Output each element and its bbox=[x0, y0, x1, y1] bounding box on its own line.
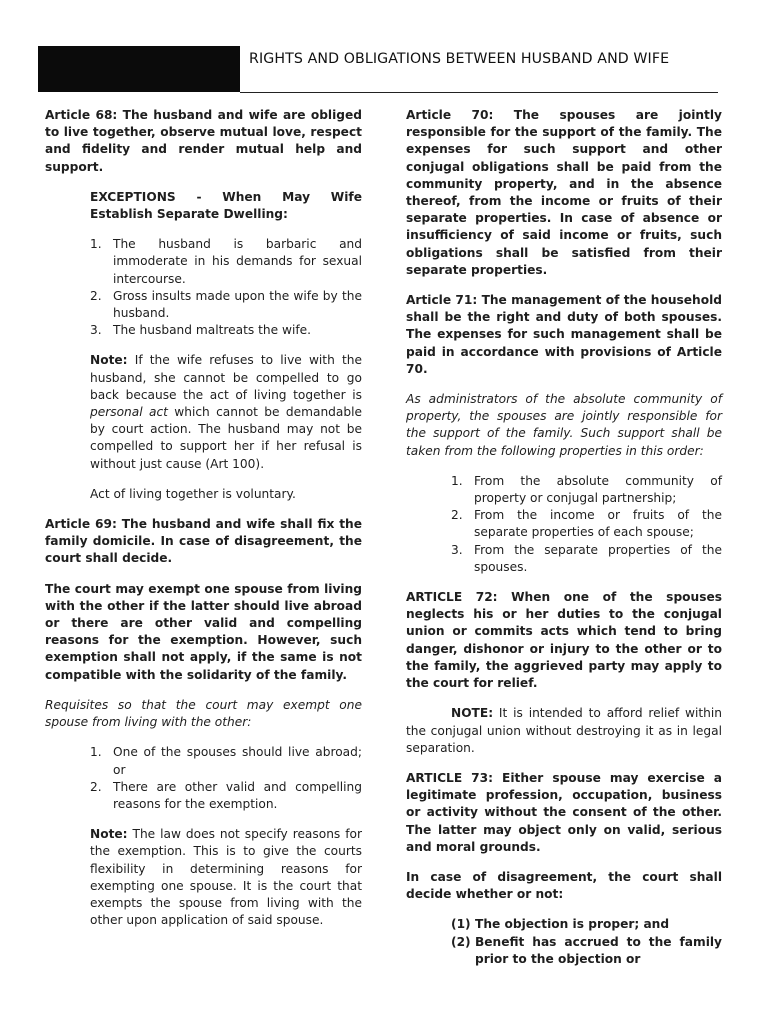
header-rule bbox=[240, 92, 718, 93]
list-item: 1. One of the spouses should live abroad; or bbox=[90, 745, 362, 777]
exceptions-list bbox=[90, 236, 362, 339]
administrators-text: As administrators of the absolute community of property, the spouses are jointly responsible for the support of the family. Such support shall be taken from the following properties in this order: bbox=[406, 392, 722, 458]
list-item: 2. Gross insults made upon the wife by the husband. bbox=[90, 288, 362, 321]
article-73: ARTICLE 73: Either spouse may exercise a legitimate profession, occupation, business or activity without the consent of the other. The latter may object only on valid, serious and moral grounds. bbox=[406, 770, 722, 854]
list-item: (2) Benefit has accrued to the family prior to the objection or bbox=[451, 934, 722, 966]
article-69: Article 69: The husband and wife shall fix the family domicile. In case of disagreement, the court shall decide. bbox=[45, 517, 362, 566]
list-item: 1. From the absolute community of property or conjugal partnership; bbox=[451, 473, 722, 506]
decide-list bbox=[451, 916, 722, 968]
disagreement-text: In case of disagreement, the court shall decide whether or not: bbox=[406, 869, 722, 902]
requisites-list bbox=[90, 744, 362, 813]
note-living-together: Note: If the wife refuses to live with the husband, she cannot be compelled to go back because the act of living together is personal act which cannot be demandable by court action. The husband may not be compelled to support her if her refusal is without just cause (Art 100). bbox=[90, 353, 362, 471]
header-black-block bbox=[38, 46, 240, 92]
list-item: 2. There are other valid and compelling reasons for the exemption. bbox=[90, 779, 362, 811]
list-item: 1. The husband is barbaric and immoderate in his demands for sexual intercourse. bbox=[90, 237, 362, 286]
requisites-text: Requisites so that the court may exempt one spouse from living with the other: bbox=[45, 697, 362, 730]
list-item: 3. From the separate properties of the spouses. bbox=[451, 542, 722, 574]
article-71: Article 71: The management of the household shall be the right and duty of both spouses. The expenses for such management shall be paid in accordance with provisions of Article 70. bbox=[406, 293, 722, 376]
order-list bbox=[451, 473, 722, 576]
exceptions-title: EXCEPTIONS - When May Wife Establish Separate Dwelling: bbox=[90, 189, 362, 222]
list-item: 3. The husband maltreats the wife. bbox=[90, 323, 311, 338]
right-column bbox=[406, 107, 722, 981]
list-item: 2. From the income or fruits of the separate properties of each spouse; bbox=[451, 508, 722, 540]
voluntary-text: Act of living together is voluntary. bbox=[90, 486, 296, 501]
article-72: ARTICLE 72: When one of the spouses neglects his or her duties to the conjugal union or commits acts which tend to bring danger, dishonor or injury to the other or to the family, the aggrieved party may apply to the court for relief. bbox=[406, 590, 722, 691]
page-title: RIGHTS AND OBLIGATIONS BETWEEN HUSBAND AND WIFE bbox=[249, 51, 670, 67]
article-70: Article 70: The spouses are jointly responsible for the support of the family. The expenses for such support and other conjugal obligations shall be paid from the community property, and in the absence thereof, from the income or fruits of their separate properties. In case of absence or insufficiency of said income or fruits, such obligations shall be satisfied from their separate properties. bbox=[406, 108, 722, 277]
note-relief: NOTE: It is intended to afford relief within the conjugal union without destroying it as in legal separation. bbox=[406, 706, 722, 755]
note-exemption: Note: The law does not specify reasons for the exemption. This is to give the courts flexibility in determining reasons for exempting one spouse. It is the court that exempts the spouse from living with the other upon application of said spouse. bbox=[90, 827, 362, 928]
left-column bbox=[45, 107, 362, 942]
exemption-paragraph: The court may exempt one spouse from living with the other if the latter should live abroad or there are other valid and compelling reasons for the exemption. However, such exemption shall not apply, if the same is not compatible with the solidarity of the family. bbox=[45, 581, 362, 682]
article-68: Article 68: The husband and wife are obliged to live together, observe mutual love, respect and fidelity and render mutual help and support. bbox=[45, 108, 362, 174]
list-item: (1) The objection is proper; and bbox=[451, 917, 670, 932]
